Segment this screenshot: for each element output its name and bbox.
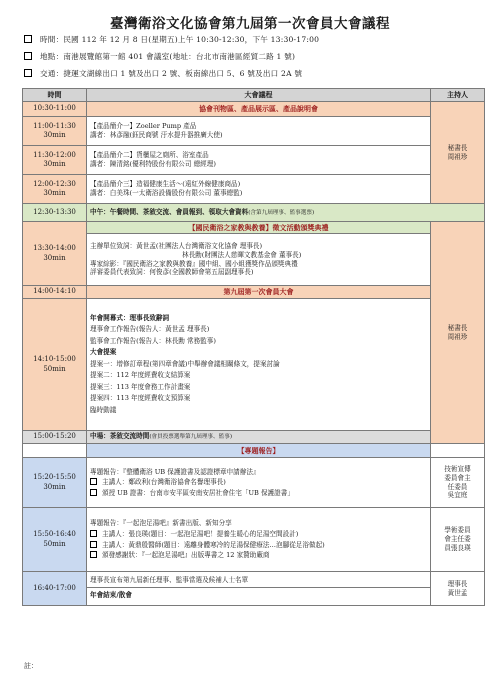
time-cell bbox=[23, 508, 87, 572]
checkbox-icon bbox=[24, 35, 32, 43]
table-row bbox=[23, 286, 485, 299]
agenda-line: 提案四：113 年度經費收支預算案 bbox=[90, 394, 191, 403]
agenda-line: 主辦單位致詞：黃世孟(社團法人台灣衛浴文化協會 理事長) bbox=[90, 241, 263, 250]
agenda-table bbox=[22, 88, 485, 606]
table-row bbox=[23, 572, 485, 606]
checkbox-icon bbox=[90, 541, 97, 548]
agenda-cell bbox=[87, 572, 431, 606]
time-cell bbox=[23, 458, 87, 508]
time-cell: 10:30-11:00 bbox=[23, 102, 87, 117]
host-line: 學術委員 bbox=[444, 526, 471, 535]
agenda-cell bbox=[87, 458, 431, 508]
agenda-cell bbox=[87, 299, 431, 431]
agenda-line: 林長勳(財團法人慈暉文教基金會 董事長) bbox=[182, 250, 302, 259]
agenda-line: 提案三：113 年度會務工作計畫案 bbox=[90, 382, 191, 391]
agenda-line: 【產品簡介一】Zoeller Pump 產品 bbox=[90, 122, 197, 131]
section-header: 【國民衛浴之家教與教養】徵文活動頒獎典禮 bbox=[87, 222, 431, 234]
agenda-line: 主講人：黃鼎殷醫師(題目：遠離身體寒冷的足湯保健療法…泡腳從足浴做起) bbox=[102, 540, 325, 549]
table-row bbox=[23, 431, 485, 444]
agenda-line: 專題報告：『一起泡足湯吧』新書出版、新知分享 bbox=[90, 519, 232, 528]
table-row bbox=[23, 222, 485, 234]
host-cell bbox=[431, 222, 485, 444]
agenda-cell bbox=[87, 234, 431, 286]
agenda-line: 【產品簡介二】貨櫃屋之廁所、浴室產品 bbox=[90, 151, 209, 160]
table-row bbox=[23, 299, 485, 431]
info-time-text: 時間：民國 112 年 12 月 8 日(星期五)上午 10:30-12:30，下午 13:30-17:00 bbox=[40, 35, 320, 44]
time-text: 14:10-15:00 bbox=[33, 355, 76, 364]
time-text: 11:30-12:00 bbox=[33, 150, 76, 159]
duration-text: 30min bbox=[43, 131, 66, 139]
agenda-line: 主講人：張良瑛(題目：一起泡足湯吧！提養生暖心的足湯空間設計) bbox=[102, 529, 299, 538]
host-line: 吳宜庭 bbox=[447, 491, 468, 500]
agenda-line: 年會結束/散會 bbox=[90, 591, 132, 599]
time-cell: 16:40-17:00 bbox=[23, 572, 87, 606]
checkbox-icon bbox=[24, 52, 32, 60]
time-text: 15:20-15:50 bbox=[33, 473, 76, 482]
table-row bbox=[23, 444, 485, 458]
time-text: 12:00-12:30 bbox=[33, 179, 76, 188]
page-title: 臺灣衛浴文化協會第九屆第一次會員大會議程 bbox=[110, 16, 390, 32]
checkbox-icon bbox=[90, 478, 97, 485]
agenda-line: 評審委員代表致詞：何俊彥(全國教師會第五屆副理事長) bbox=[90, 268, 254, 277]
agenda-line: 理事長宣布第九屆新任理事、監事當選及候補人士名單 bbox=[87, 574, 430, 588]
agenda-cell bbox=[87, 175, 431, 204]
table-row bbox=[23, 146, 485, 175]
agenda-line: 專題報告：『整體衛浴 UB 保護證書及認證標章申請辦法』 bbox=[90, 467, 260, 476]
table-row bbox=[23, 234, 485, 286]
agenda-line: 大會提案 bbox=[90, 348, 117, 357]
host-name: 周祖珍 bbox=[447, 332, 468, 341]
info-time bbox=[24, 34, 319, 45]
agenda-line: 監事會工作報告(報告人：林長勳 常務監事) bbox=[90, 336, 216, 345]
section-header: 協會刊物區、產品展示區、產品說明會 bbox=[87, 102, 431, 117]
lunch-text: 中午：午餐時間、茶敘交流、會員報到、領取大會資料 bbox=[90, 207, 249, 216]
agenda-line: 主講人：鄭政利(台灣衛浴協會名譽理事長) bbox=[102, 478, 226, 487]
checkbox-icon bbox=[24, 69, 32, 77]
tea-text: 中場：茶敘交流時間 bbox=[90, 432, 150, 441]
checkbox-icon bbox=[90, 530, 97, 537]
duration-text: 50min bbox=[43, 539, 66, 548]
table-row bbox=[23, 175, 485, 204]
checkbox-icon bbox=[90, 489, 97, 496]
lunch-note: (含第九屆理事、監事選票) bbox=[248, 209, 315, 216]
time-cell: 15:00-15:20 bbox=[23, 431, 87, 444]
time-text: 15:50-16:40 bbox=[33, 530, 76, 539]
tea-cell bbox=[87, 431, 431, 444]
agenda-line: 頒授 UB 證書：台南市安平區安南安居社會住宅「UB 保護證書」 bbox=[102, 488, 294, 497]
agenda-line: 提案二：112 年度經費收支結算案 bbox=[90, 371, 191, 380]
header-host: 主持人 bbox=[431, 89, 485, 102]
agenda-line: 專家綜影：『國民衛浴之家教與教養』國中組、國小組獲獎作品頒獎典禮 bbox=[90, 259, 298, 268]
time-text: 11:00-11:30 bbox=[33, 121, 76, 130]
time-cell bbox=[23, 222, 87, 286]
duration-text: 30min bbox=[43, 253, 66, 262]
host-title: 秘書長 bbox=[447, 143, 468, 152]
duration-text: 30min bbox=[43, 482, 66, 491]
section-header: 【專題報告】 bbox=[87, 444, 431, 458]
agenda-line: 年會開幕式：理事長致辭詞 bbox=[90, 313, 170, 322]
table-row bbox=[23, 204, 485, 222]
empty-cell bbox=[23, 444, 87, 458]
table-header-row bbox=[23, 89, 485, 102]
agenda-line: 頒發感謝狀：『一起泡足湯吧』出版專書之 12 家贊助廠商 bbox=[102, 551, 270, 560]
info-traffic-text: 交通：捷運文湖線出口 1 號及出口 2 號、板南線出口 5、6 號及出口 2A 號 bbox=[40, 69, 303, 78]
agenda-line: 講者：林彥融(鈺民商號 汙水提升器推廣大使) bbox=[90, 131, 223, 139]
host-cell bbox=[431, 458, 485, 508]
checkbox-icon bbox=[90, 551, 97, 558]
host-title: 秘書長 bbox=[447, 323, 468, 332]
host-cell bbox=[431, 572, 485, 606]
agenda-cell bbox=[87, 508, 431, 572]
time-cell bbox=[23, 299, 87, 431]
agenda-line: 講者：白美珠(一太衛浴設備股份有限公司 董事總監) bbox=[90, 189, 243, 197]
agenda-line: 提案一：增修訂章程(第四章會議)中舉辦會議相關條文，提案討論 bbox=[90, 359, 280, 368]
agenda-line: 【產品簡介三】造福健康生活～(遠紅外線健康商品) bbox=[90, 180, 241, 189]
duration-text: 30min bbox=[43, 189, 66, 197]
header-agenda: 大會議程 bbox=[87, 89, 431, 102]
info-place-text: 地點：南港展覽館第一館 401 會議室(地址：台北市南港區經貿二路 1 號) bbox=[40, 52, 296, 61]
duration-text: 30min bbox=[43, 160, 66, 168]
table-row bbox=[23, 117, 485, 146]
agenda-line: 臨時動議 bbox=[90, 405, 117, 414]
header-time: 時間 bbox=[23, 89, 87, 102]
host-cell bbox=[431, 508, 485, 572]
agenda-cell bbox=[87, 146, 431, 175]
agenda-line: 講者：陳清銘(優利特股份有限公司 總經理) bbox=[90, 160, 216, 168]
time-cell: 12:30-13:30 bbox=[23, 204, 87, 222]
info-traffic bbox=[24, 68, 302, 79]
host-line: 技術宣傳 bbox=[444, 464, 471, 473]
host-line: 委員會主 bbox=[444, 473, 471, 482]
host-line: 理事長 bbox=[447, 579, 468, 588]
table-row bbox=[23, 508, 485, 572]
section-header: 第九屆第一次會員大會 bbox=[87, 286, 431, 299]
duration-text: 50min bbox=[43, 364, 66, 373]
empty-cell bbox=[431, 444, 485, 458]
host-name: 周祖珍 bbox=[447, 152, 468, 161]
host-line: 會主任委 bbox=[444, 535, 471, 544]
info-place bbox=[24, 51, 295, 62]
time-cell: 14:00-14:10 bbox=[23, 286, 87, 299]
time-cell bbox=[23, 117, 87, 146]
table-row bbox=[23, 102, 485, 117]
host-line: 黃世孟 bbox=[447, 588, 468, 597]
time-cell bbox=[23, 146, 87, 175]
time-text: 13:30-14:00 bbox=[33, 244, 76, 253]
host-cell bbox=[431, 102, 485, 204]
lunch-cell bbox=[87, 204, 485, 222]
tea-note: (會員投票選舉第九屆理事、監事) bbox=[149, 434, 233, 441]
table-row bbox=[23, 458, 485, 508]
agenda-cell bbox=[87, 117, 431, 146]
time-cell bbox=[23, 175, 87, 204]
footnote: 註： bbox=[24, 662, 38, 670]
agenda-line: 理事會工作報告(報告人：黃世孟 理事長) bbox=[90, 325, 210, 334]
host-line: 員張良瑛 bbox=[444, 543, 471, 552]
host-line: 任委員 bbox=[447, 482, 468, 491]
